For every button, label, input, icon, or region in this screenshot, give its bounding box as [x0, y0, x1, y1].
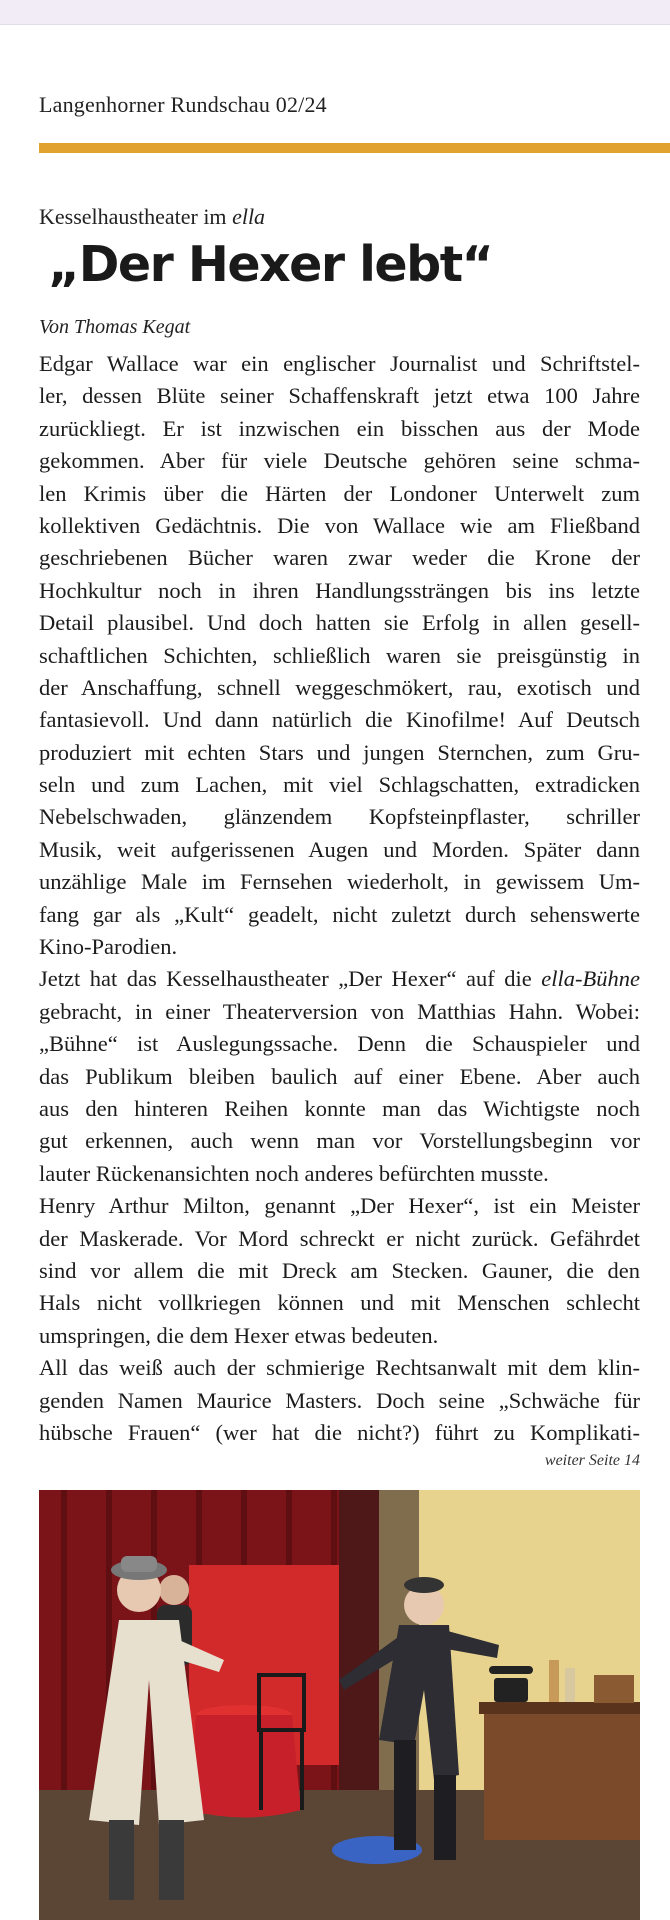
article-title: „Der Hexer lebt“ — [48, 236, 493, 293]
bottle — [565, 1668, 575, 1702]
body-line: gut erkennen, auch wenn man vor Vorstellungsbeginn vor — [39, 1128, 640, 1154]
body-line — [39, 963, 640, 995]
body-line: der Anschaffung, schnell weggeschmökert, rau, exotisch und — [39, 674, 640, 700]
body-line: „Bühne“ ist Auslegungssache. Denn die Schauspieler und — [39, 1031, 640, 1057]
body-line: unzählige Male im Fernsehen wiederholt, in gewissem Um- — [39, 869, 640, 895]
cabinet-top — [479, 1702, 640, 1714]
body-line: fantasievoll. Und dann natürlich die Kinofilme! Auf Deutsch — [39, 707, 640, 733]
kicker — [39, 204, 265, 230]
body-line: ler, dessen Blüte seiner Schaffenskraft jetzt etwa 100 Jahre — [39, 383, 640, 409]
body-line: Detail plausibel. Und doch hatten sie Erfolg in allen gesell- — [39, 610, 640, 636]
top-bar — [0, 0, 670, 25]
body-line: Hochkultur noch in ihren Handlungssträngen bis ins letzte — [39, 577, 640, 603]
body-line: Nebelschwaden, glänzendem Kopfsteinpflaster, schriller — [39, 804, 640, 830]
stage-scene — [39, 1490, 640, 1920]
stage-name: ella-Bühne — [541, 966, 640, 992]
body-line: umspringen, die dem Hexer etwas bedeuten. — [39, 1322, 439, 1348]
line-prefix: Jetzt hat das Kesselhaustheater „Der Hexer“ auf die — [39, 966, 542, 992]
header-rule — [39, 143, 670, 153]
body-line: seln und zum Lachen, mit viel Schlagschatten, extradicken — [39, 772, 640, 798]
body-line: aus den hinteren Reihen konnte man das Wichtigste noch — [39, 1095, 640, 1121]
body-line: Edgar Wallace war ein englischer Journalist und Schriftstel- — [39, 351, 640, 376]
body-line: Hals nicht vollkriegen können und mit Menschen schlecht — [39, 1290, 640, 1316]
body-line: kollektiven Gedächtnis. Die von Wallace wie am Fließband — [39, 512, 640, 538]
body-line: len Krimis über die Härten der Londoner Unterwelt zum — [39, 480, 640, 506]
body-line: zurückliegt. Er ist inzwischen ein bisschen aus der Mode — [39, 415, 640, 441]
body-line: sind vor allem die mit Dreck am Stecken. Gauner, die den — [39, 1257, 640, 1283]
body-line: der Maskerade. Vor Mord schreckt er nicht zurück. Gefährdet — [39, 1225, 640, 1251]
body-line: das Publikum bleiben baulich auf einer Ebene. Aber auch — [39, 1063, 640, 1089]
box — [594, 1675, 634, 1703]
body-line: produziert mit echten Stars und jungen Sternchen, zum Gru- — [39, 739, 640, 765]
telephone — [489, 1666, 533, 1702]
body-line: schaftlichen Schichten, schließlich waren sie preisgünstig in — [39, 642, 640, 668]
bottle — [549, 1660, 559, 1702]
body-line: gebracht, in einer Theaterversion von Matthias Hahn. Wobei: — [39, 998, 640, 1024]
stage-photo — [39, 1490, 640, 1920]
body-line: gekommen. Aber für viele Deutsche gehören seine schma- — [39, 448, 640, 474]
body-line: geschriebenen Bücher waren zwar weder die Krone der — [39, 545, 640, 571]
kicker-venue: ella — [232, 204, 266, 229]
article-body — [39, 348, 640, 1449]
body-line: All das weiß auch der schmierige Rechtsanwalt mit dem klin- — [39, 1355, 640, 1381]
cabinet — [484, 1710, 640, 1840]
body-line: Henry Arthur Milton, genannt „Der Hexer“, ist ein Meister — [39, 1193, 640, 1219]
byline: Von Thomas Kegat — [39, 316, 191, 338]
kicker-prefix: Kesselhaustheater im — [39, 204, 233, 229]
body-line: lauter Rückenansichten noch anderes befürchten musste. — [39, 1160, 549, 1186]
body-line: Musik, weit aufgerissenen Augen und Morden. Später dann — [39, 836, 640, 862]
body-line: fang gar als „Kult“ geadelt, nicht zuletzt durch sehenswerte — [39, 901, 640, 927]
body-line: hübsche Frauen“ (wer hat die nicht?) führt zu Komplikati- — [39, 1419, 640, 1445]
body-line: Kino-Parodien. — [39, 934, 178, 960]
continued-note: weiter Seite 14 — [544, 1452, 640, 1469]
masthead: Langenhorner Rundschau 02/24 — [39, 92, 327, 117]
body-line: genden Namen Maurice Masters. Doch seine „Schwäche für — [39, 1387, 640, 1413]
